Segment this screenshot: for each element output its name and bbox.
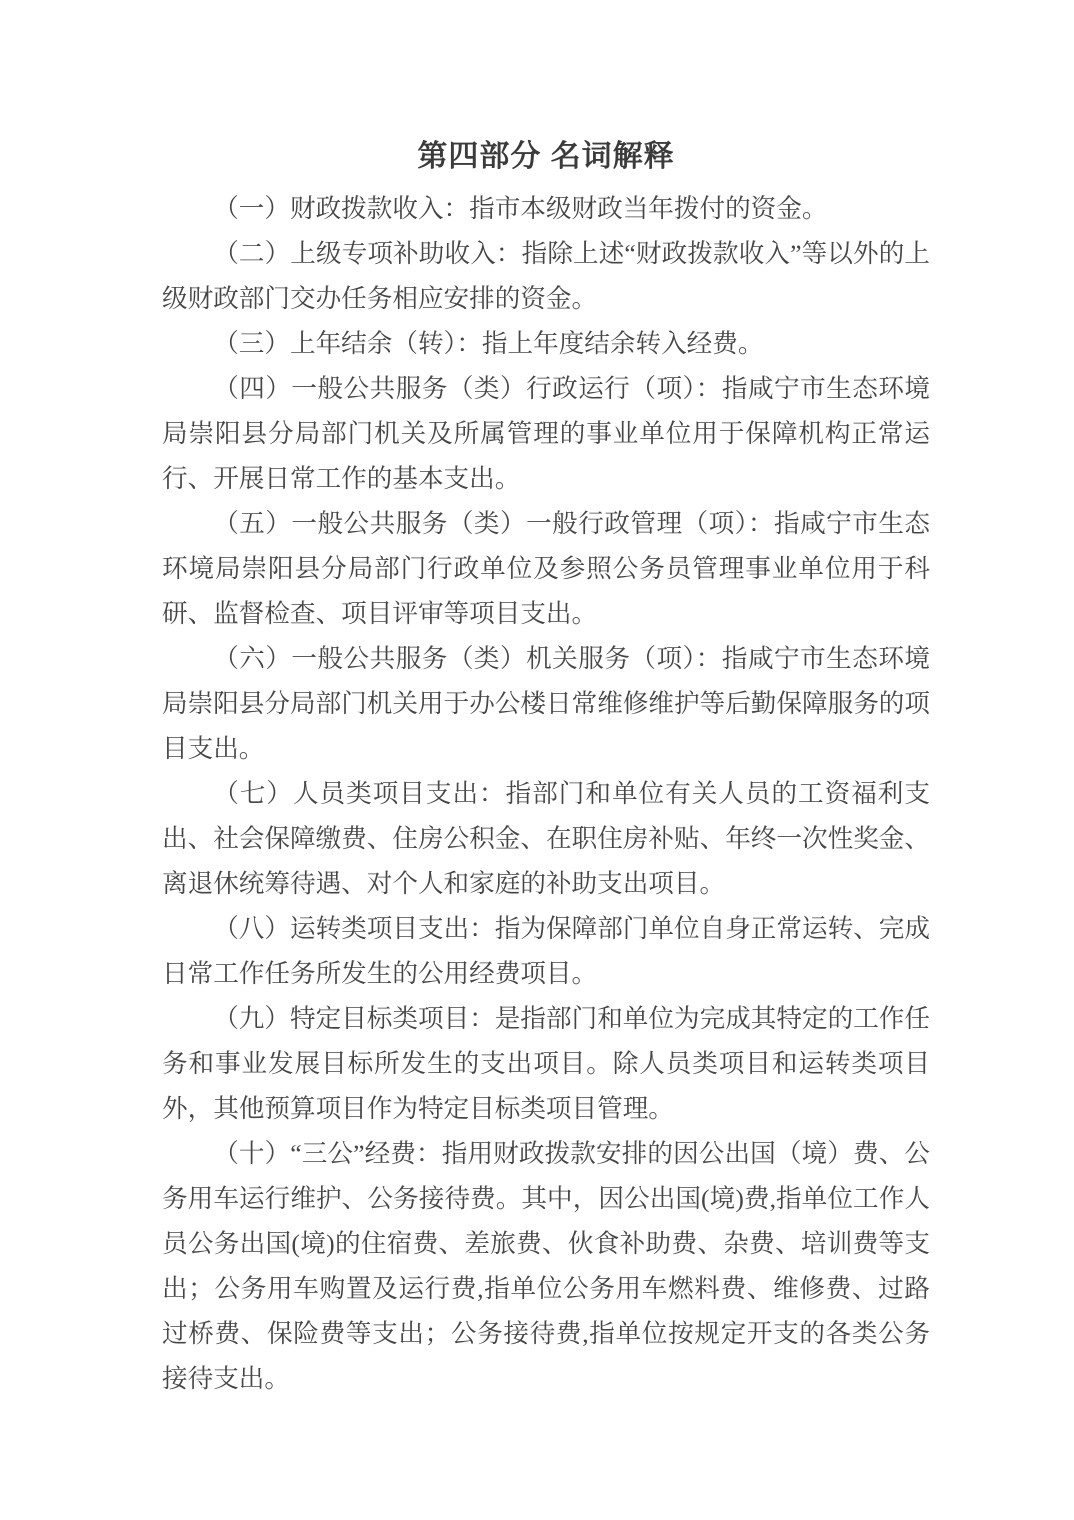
definition-item-9: （九）特定目标类项目：是指部门和单位为完成其特定的工作任务和事业发展目标所发生的支出项目。除人员类项目和运转类项目外，其他预算项目作为特定目标类项目管理。	[162, 1004, 930, 1123]
definition-item-5: （五）一般公共服务（类）一般行政管理（项）：指咸宁市生态环境局崇阳县分局部门行政单位及参照公务员管理事业单位用于科研、监督检查、项目评审等项目支出。	[162, 509, 930, 628]
page-title: 第四部分 名词解释	[417, 140, 675, 173]
definition-item-3: （三）上年结余（转）：指上年度结余转入经费。	[213, 329, 764, 358]
definition-item-8: （八）运转类项目支出：指为保障部门单位自身正常运转、完成日常工作任务所发生的公用经费项目。	[162, 914, 930, 988]
definition-item-6: （六）一般公共服务（类）机关服务（项）：指咸宁市生态环境局崇阳县分局部门机关用于办公楼日常维修维护等后勤保障服务的项目支出。	[162, 644, 930, 763]
definition-item-7: （七）人员类项目支出：指部门和单位有关人员的工资福利支出、社会保障缴费、住房公积金、在职住房补贴、年终一次性奖金、离退休统筹待遇、对个人和家庭的补助支出项目。	[162, 779, 930, 898]
definition-item-10: （十）“三公”经费：指用财政拨款安排的因公出国（境）费、公务用车运行维护、公务接待费。其中，因公出国(境)费,指单位工作人员公务出国(境)的住宿费、差旅费、伙食补助费、杂费、培训费等支出；公务用车购置及运行费,指单位公务用车燃料费、维修费、过路过桥费、保险费等支出；公务接待费,指单位按规定开支的各类公务接待支出。	[162, 1139, 930, 1393]
definition-item-4: （四）一般公共服务（类）行政运行（项）：指咸宁市生态环境局崇阳县分局部门机关及所属管理的事业单位用于保障机构正常运行、开展日常工作的基本支出。	[162, 374, 930, 493]
definition-item-2: （二）上级专项补助收入：指除上述“财政拨款收入”等以外的上级财政部门交办任务相应安排的资金。	[162, 239, 930, 313]
definitions-section	[162, 186, 930, 1401]
definition-item-1: （一）财政拨款收入：指市本级财政当年拨付的资金。	[213, 194, 828, 223]
